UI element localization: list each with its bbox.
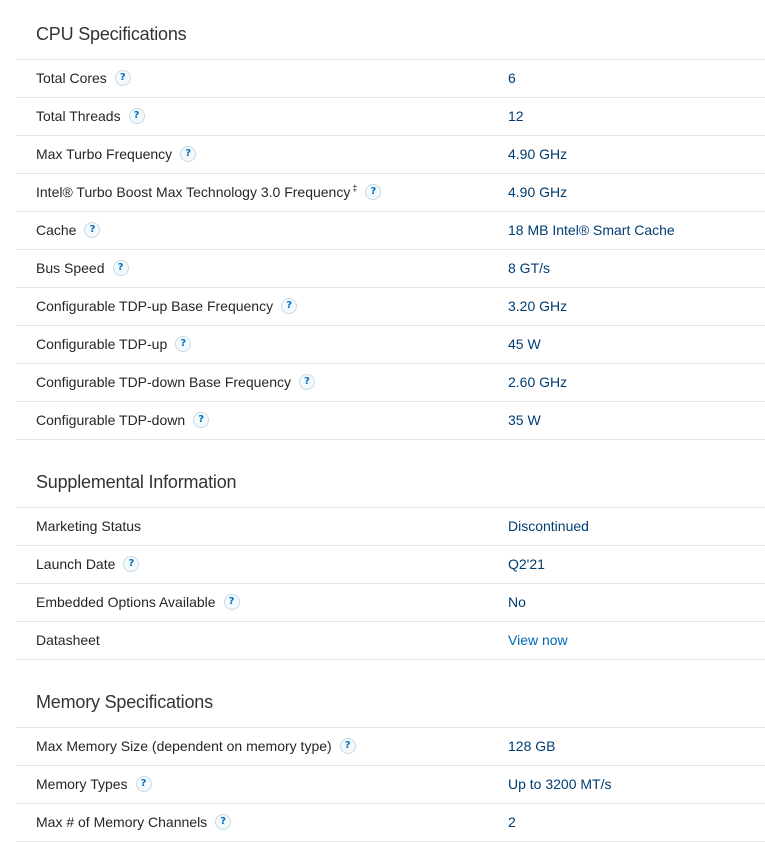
spec-label: Configurable TDP-up Base Frequency ? (36, 288, 297, 325)
spec-label: Intel® Turbo Boost Max Technology 3.0 Frequency ‡ ? (36, 174, 381, 211)
spec-label: Total Threads ? (36, 98, 145, 135)
help-icon[interactable]: ? (123, 556, 139, 572)
spec-table (16, 59, 765, 440)
help-icon[interactable]: ? (299, 374, 315, 390)
datasheet-view-now-link[interactable]: View now (508, 632, 568, 648)
help-icon[interactable]: ? (84, 222, 100, 238)
spec-label: Datasheet (36, 632, 100, 648)
spec-value: 3.20 GHz (508, 298, 568, 314)
spec-row-max-memory-channels (16, 804, 765, 842)
spec-row-datasheet (16, 622, 765, 660)
spec-label: Max Turbo Frequency ? (36, 136, 196, 173)
help-icon[interactable]: ? (113, 260, 129, 276)
spec-label: Marketing Status (36, 518, 142, 534)
spec-row-total-threads (16, 98, 765, 136)
spec-value: Discontinued (508, 518, 589, 534)
help-icon[interactable]: ? (175, 336, 191, 352)
spec-row-tdp-up (16, 326, 765, 364)
spec-value: Q2'21 (508, 556, 545, 572)
spec-row-tdp-up-base-frequency (16, 288, 765, 326)
spec-row-marketing-status (16, 508, 765, 546)
help-icon[interactable]: ? (193, 412, 209, 428)
spec-label: Max Memory Size (dependent on memory type) ? (36, 728, 356, 765)
spec-label: Configurable TDP-down ? (36, 402, 209, 439)
spec-table (16, 507, 765, 660)
help-icon[interactable]: ? (180, 146, 196, 162)
help-icon[interactable]: ? (281, 298, 297, 314)
section-title: Memory Specifications (36, 692, 213, 712)
spec-row-embedded-options (16, 584, 765, 622)
help-icon[interactable]: ? (129, 108, 145, 124)
spec-value: 4.90 GHz (508, 184, 568, 200)
spec-label: Cache ? (36, 212, 100, 249)
spec-value: 12 (508, 108, 524, 124)
spec-value: 128 GB (508, 738, 556, 754)
section-title: Supplemental Information (36, 472, 237, 492)
spec-value: 18 MB Intel® Smart Cache (508, 222, 675, 238)
spec-value: 2.60 GHz (508, 374, 568, 390)
spec-table (16, 727, 765, 842)
spec-row-tdp-down (16, 402, 765, 440)
spec-row-tdp-down-base-frequency (16, 364, 765, 402)
section-title: CPU Specifications (36, 24, 187, 44)
footnote-marker: ‡ (352, 183, 358, 194)
spec-row-turbo-boost-max-3-frequency (16, 174, 765, 212)
spec-value: 8 GT/s (508, 260, 551, 276)
spec-value: 35 W (508, 412, 541, 428)
help-icon[interactable]: ? (224, 594, 240, 610)
spec-value: 4.90 GHz (508, 146, 568, 162)
spec-value: 6 (508, 70, 516, 86)
spec-row-bus-speed (16, 250, 765, 288)
spec-label: Max # of Memory Channels ? (36, 804, 231, 841)
spec-label: Embedded Options Available ? (36, 584, 240, 621)
spec-label: Configurable TDP-down Base Frequency ? (36, 364, 315, 401)
spec-value: 45 W (508, 336, 541, 352)
spec-value: 2 (508, 814, 516, 830)
spec-label: Configurable TDP-up ? (36, 326, 191, 363)
spec-value: No (508, 594, 526, 610)
spec-label: Launch Date ? (36, 546, 139, 583)
spec-label: Total Cores ? (36, 60, 131, 97)
help-icon[interactable]: ? (215, 814, 231, 830)
spec-row-max-turbo-frequency (16, 136, 765, 174)
spec-row-cache (16, 212, 765, 250)
help-icon[interactable]: ? (365, 184, 381, 200)
help-icon[interactable]: ? (136, 776, 152, 792)
spec-row-max-memory-size (16, 728, 765, 766)
spec-row-memory-types (16, 766, 765, 804)
spec-label: Bus Speed ? (36, 250, 129, 287)
spec-value: Up to 3200 MT/s (508, 776, 612, 792)
help-icon[interactable]: ? (115, 70, 131, 86)
spec-row-total-cores (16, 60, 765, 98)
spec-label: Memory Types ? (36, 766, 152, 803)
spec-row-launch-date (16, 546, 765, 584)
help-icon[interactable]: ? (340, 738, 356, 754)
